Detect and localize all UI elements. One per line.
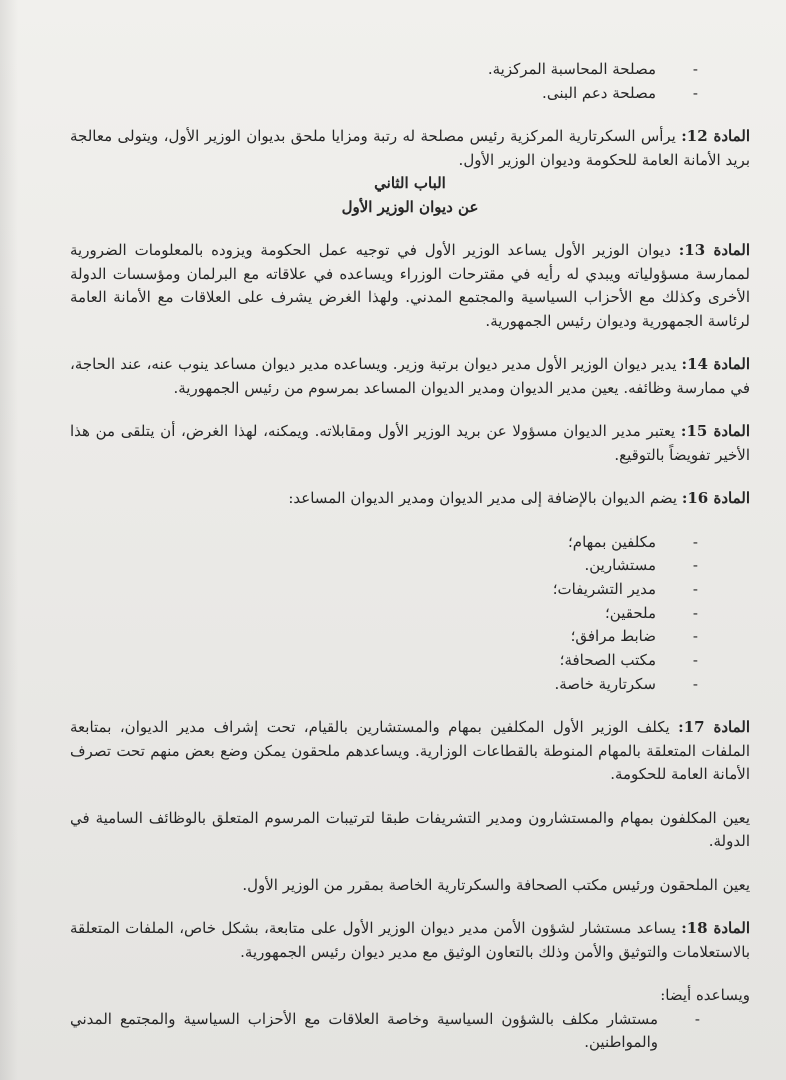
bullet-dash: -	[692, 651, 698, 670]
list-item: - سكرتارية خاصة.	[70, 673, 698, 697]
article-label: المادة 15:	[680, 422, 750, 440]
chapter-title: الباب الثاني	[374, 174, 446, 192]
bullet-dash: -	[692, 83, 698, 102]
article-label: المادة 16:	[681, 489, 750, 507]
article-16-list	[70, 531, 750, 697]
list-item: - مكتب الصحافة؛	[70, 649, 698, 673]
article-14: المادة 14: يدير ديوان الوزير الأول مدير ديوان برتبة وزير. ويساعده مدير ديوان مساعد ينوب عنه، عند الحاجة، في ممارسة وظائفه. يعين مدير الديوان ومدير الديوان المساعد بمرسوم من رئيس الجمهورية.	[70, 355, 750, 397]
list-item: - مصلحة المحاسبة المركزية.	[70, 58, 698, 82]
list-item: - مصلحة دعم البنى.	[70, 82, 698, 106]
list-item: - مكلفين بمهام؛	[70, 531, 698, 555]
bullet-dash: -	[692, 579, 698, 598]
article-12: المادة 12: يرأس السكرتارية المركزية رئيس مصلحة له رتبة ومزايا ملحق بديوان الوزير الأول، ويتولى معالجة بريد الأمانة العامة للحكومة وديوان الوزير الأول.	[70, 127, 750, 169]
article-13: المادة 13: ديوان الوزير الأول يساعد الوزير الأول في توجيه عمل الحكومة ويزوده بالمعلومات الضرورية لممارسة مسؤولياته ويبدي له رأيه في مقترحات الوزراء ويساعده في علاقاته مع البرلمان ومؤسسات الدولة الأخرى وكذلك مع الأحزاب السياسية والمجتمع المدني. ولهذا الغرض يشرف على العلاقات مع الأمانة العامة لرئاسة الجمهورية وديوان رئيس الجمهورية.	[70, 241, 750, 330]
appointment-paragraph-2: يعين الملحقون ورئيس مكتب الصحافة والسكرتارية الخاصة بمقرر من الوزير الأول.	[242, 875, 750, 894]
bullet-dash: -	[692, 556, 698, 575]
article-label: المادة 14:	[681, 355, 750, 373]
bullet-dash: -	[692, 532, 698, 551]
bullet-dash: -	[692, 603, 698, 622]
article-16: المادة 16: يضم الديوان بالإضافة إلى مدير الديوان ومدير الديوان المساعد:	[288, 489, 750, 507]
article-15: المادة 15: يعتبر مدير الديوان مسؤولا عن بريد الوزير الأول ومقابلاته. ويمكنه، لهذا الغرض، أن يتلقى من هذا الأخير تفويضاً بالتوقيع.	[70, 422, 750, 464]
list-item: - مدير التشريفات؛	[70, 578, 698, 602]
bullet-dash: -	[694, 1009, 700, 1028]
also-assisted-line: ويساعده أيضا:	[660, 986, 750, 1005]
appointment-paragraph-1: يعين المكلفون بمهام والمستشارون ومدير التشريفات طبقا لترتيبات المرسوم المتعلق بالوظائف السامية في الدولة.	[70, 808, 750, 851]
article-18: المادة 18: يساعد مستشار لشؤون الأمن مدير ديوان الوزير الأول على متابعة، بشكل خاص، الملفات المتعلقة بالاستعلامات والتوثيق والأمن وذلك بالتعاون الوثيق مع مدير ديوان رئيس الجمهورية.	[70, 919, 750, 961]
article-label: المادة 17:	[678, 718, 750, 737]
article-label: المادة 13:	[678, 241, 750, 259]
document-body	[70, 58, 750, 1055]
bullet-dash: -	[692, 674, 698, 693]
bullet-dash: -	[692, 627, 698, 646]
bullet-dash: -	[692, 60, 698, 78]
article-17: المادة 17: يكلف الوزير الأول المكلفين بمهام والمستشارين بالقيام، تحت إشراف مدير الديوان، بمتابعة الملفات المتعلقة بالمهام المنوطة بالقطاعات الوزارية. ويساعدهم ملحقون يمكن وضع بعض منهم تحت تصرف الأمانة العامة للحكومة.	[70, 718, 750, 784]
intro-list	[70, 58, 750, 105]
chapter-subtitle: عن ديوان الوزير الأول	[341, 197, 479, 216]
list-item: - مستشارين.	[70, 554, 698, 578]
article-label: المادة 12:	[681, 127, 750, 145]
final-list-item: - مستشار مكلف بالشؤون السياسية وخاصة العلاقات مع الأحزاب السياسية والمجتمع المدني والمواطنين.	[70, 1009, 700, 1052]
list-item: - ضابط مرافق؛	[70, 625, 698, 649]
list-item: - ملحقين؛	[70, 602, 698, 626]
article-label: المادة 18:	[681, 919, 750, 938]
